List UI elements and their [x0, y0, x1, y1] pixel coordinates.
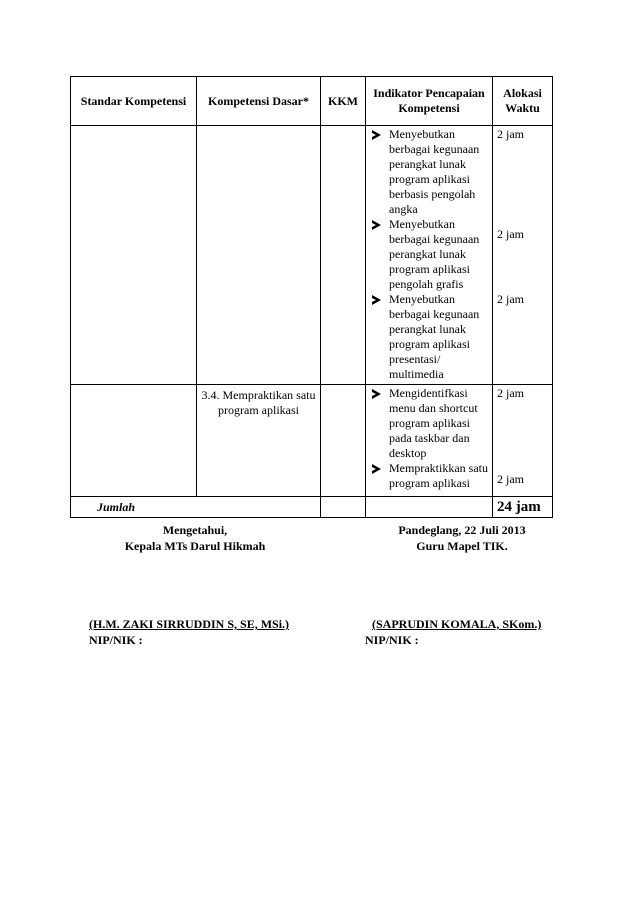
jumlah-row — [71, 497, 553, 518]
jumlah-total-cell — [493, 497, 553, 518]
header-alokasi-waktu: Alokasi Waktu — [493, 77, 553, 126]
table-header-row — [71, 77, 553, 126]
indikator-list — [366, 126, 492, 384]
jam-value: 2 jam — [497, 227, 524, 241]
arrow-bullet-icon — [372, 464, 381, 474]
jumlah-total: 24 jam — [497, 498, 541, 515]
sig-right-nip: NIP/NIK : — [365, 633, 419, 647]
sig-right-line1: Pandeglang, 22 Juli 2013 — [398, 523, 526, 537]
jam-value: 2 jam — [497, 292, 524, 306]
sig-right-line2: Guru Mapel TIK. — [416, 539, 508, 553]
cell-alokasi — [493, 126, 553, 385]
cell-kd — [197, 126, 321, 385]
list-item — [369, 461, 490, 491]
indikator-text: Menyebutkan berbagai kegunaan perangkat lunak program aplikasi berbasis pengolah angka — [389, 127, 480, 216]
header-kkm: KKM — [321, 77, 366, 126]
list-item — [369, 386, 490, 461]
cell-sk — [71, 385, 197, 497]
cell-indikator — [366, 126, 493, 385]
arrow-bullet-icon — [372, 295, 381, 305]
cell-kkm — [321, 385, 366, 497]
arrow-bullet-icon — [372, 130, 381, 140]
sig-right-name: (SAPRUDIN KOMALA, SKom.) — [372, 617, 542, 631]
cell-kkm — [321, 497, 366, 518]
header-indikator: Indikator Pencapaian Kompetensi — [366, 77, 493, 126]
indikator-text: Mempraktikkan satu program aplikasi — [389, 461, 488, 490]
sig-left-line2: Kepala MTs Darul Hikmah — [124, 539, 266, 553]
cell-sk — [71, 126, 197, 385]
indikator-text: Mengidentifkasi menu dan shortcut program aplikasi pada taskbar dan desktop — [389, 386, 478, 460]
header-standar-kompetensi: Standar Kompetensi — [71, 77, 197, 126]
cell-kd — [197, 385, 321, 497]
jam-value: 2 jam — [497, 127, 524, 141]
jam-value: 2 jam — [497, 472, 524, 486]
jumlah-label: Jumlah — [97, 499, 136, 514]
jumlah-label-cell — [71, 497, 321, 518]
list-item — [369, 127, 490, 217]
sig-left-line1: Mengetahui, — [162, 523, 228, 537]
list-item — [369, 292, 490, 382]
list-item — [369, 217, 490, 292]
sig-left-nip: NIP/NIK : — [89, 633, 143, 647]
indikator-list — [366, 385, 492, 493]
arrow-bullet-icon — [372, 220, 381, 230]
cell-alokasi — [493, 385, 553, 497]
header-kompetensi-dasar: Kompetensi Dasar* — [197, 77, 321, 126]
silabus-table — [70, 76, 553, 518]
indikator-text: Menyebutkan berbagai kegunaan perangkat lunak program aplikasi presentasi/ multimedia — [389, 292, 480, 381]
cell-indikator — [366, 385, 493, 497]
table-row — [71, 385, 553, 497]
table-row — [71, 126, 553, 385]
kompetensi-dasar-text: 3.4. Mempraktikan satu program aplikasi — [201, 388, 316, 417]
cell-kkm — [321, 126, 366, 385]
sig-left-name: (H.M. ZAKI SIRRUDDIN S, SE, MSi.) — [89, 617, 290, 631]
cell-indikator — [366, 497, 493, 518]
arrow-bullet-icon — [372, 389, 381, 399]
jam-value: 2 jam — [497, 386, 524, 400]
indikator-text: Menyebutkan berbagai kegunaan perangkat lunak program aplikasi pengolah grafis — [389, 217, 480, 291]
